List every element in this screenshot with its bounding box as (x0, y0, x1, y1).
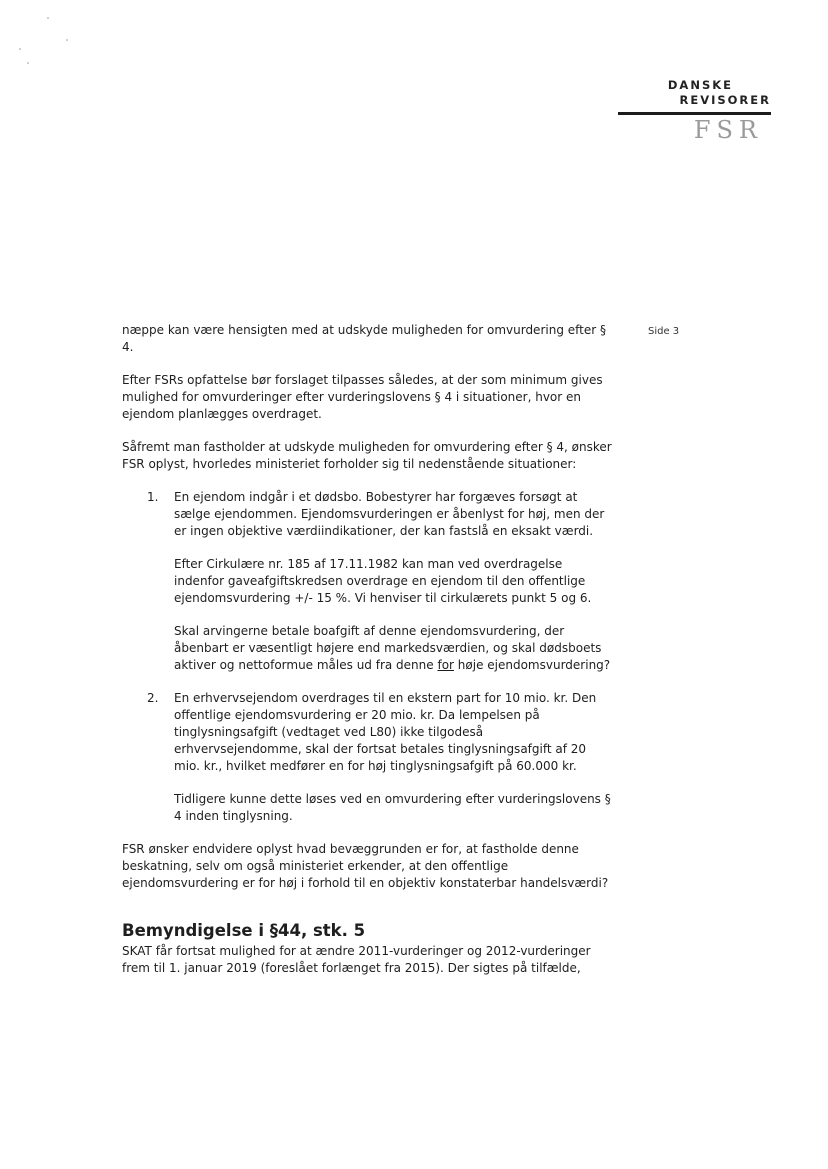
list-item-1-sub2 (174, 623, 614, 674)
list-item-2-text: En erhvervsejendom overdrages til en ekstern part for 10 mio. kr. Den offentlige ejendomsvurdering er 20 mio. kr. Da lempelsen på tinglysningsafgift (vedtaget ved L80) ikke tilgodeså erhvervsejendomme, skal der fortsat betales tinglysningsafgift af 20 mio. kr., hvilket medfører en for høj tinglysningsafgift på 60.000 kr. (174, 691, 597, 773)
list-number-2: 2. (147, 691, 159, 705)
scan-speckles (0, 0, 80, 70)
page-number: Side 3 (648, 326, 680, 337)
sub2-before: Skal arvingerne betale boafgift af denne ejendomsvurdering, der åbenbart er væsentligt højere end markedsværdien, og skal dødsboets aktiver og nettoformue måles ud fra denne (174, 624, 602, 672)
list-item-2 (147, 690, 614, 825)
paragraph-3: Såfremt man fastholder at udskyde muligheden for omvurdering efter § 4, ønsker FSR oplyst, hvorledes ministeriet forholder sig til nedenstående situationer: (122, 440, 612, 471)
list-item-2-sub1: Tidligere kunne dette løses ved en omvurdering efter vurderingslovens § 4 inden tinglysning. (174, 792, 611, 823)
paragraph-5: SKAT får fortsat mulighed for at ændre 2011-vurderinger og 2012-vurderinger frem til 1. januar 2019 (foreslået forlænget fra 2015). Der sigtes på tilfælde, (122, 944, 591, 975)
list-item-1 (147, 489, 614, 674)
paragraph-4: FSR ønsker endvidere oplyst hvad bevæggrunden er for, at fastholde denne beskatning, selv om også ministeriet erkender, at den offentlige ejendomsvurdering er for høj i forhold til en objektiv konstaterbar handelsværdi? (122, 842, 609, 890)
logo-line-revisorer: REVISORER (679, 93, 771, 107)
fsr-logo (600, 78, 775, 148)
logo-line-danske: DANSKE (667, 78, 733, 92)
numbered-list (122, 489, 614, 825)
list-item-1-text: En ejendom indgår i et dødsbo. Bobestyrer har forgæves forsøgt at sælge ejendommen. Ejendomsvurderingen er åbenlyst for høj, men der er ingen objektive værdiindikationer, der kan fastslå en eksakt værdi. (174, 490, 605, 538)
sub2-after: høje ejendomsvurdering? (453, 658, 611, 672)
list-number-1: 1. (147, 490, 159, 504)
logo-mark-fsr: FSR (693, 116, 763, 144)
list-item-1-sub1: Efter Cirkulære nr. 185 af 17.11.1982 kan man ved overdragelse indenfor gaveafgiftskredsen overdrage en ejendom til den offentlige ejendomsvurdering +/- 15 %. Vi henviser til cirkulærets punkt 5 og 6. (174, 557, 592, 605)
paragraph-1: næppe kan være hensigten med at udskyde muligheden for omvurdering efter § 4. (122, 323, 606, 354)
section-heading: Bemyndigelse i §44, stk. 5 (122, 921, 366, 940)
logo-bar (618, 112, 771, 115)
document-body (122, 322, 614, 993)
sub2-underlined: for (437, 658, 454, 672)
paragraph-2: Efter FSRs opfattelse bør forslaget tilpasses således, at der som minimum gives mulighed for omvurderinger efter vurderingslovens § 4 i situationer, hvor en ejendom planlægges overdraget. (122, 373, 603, 421)
